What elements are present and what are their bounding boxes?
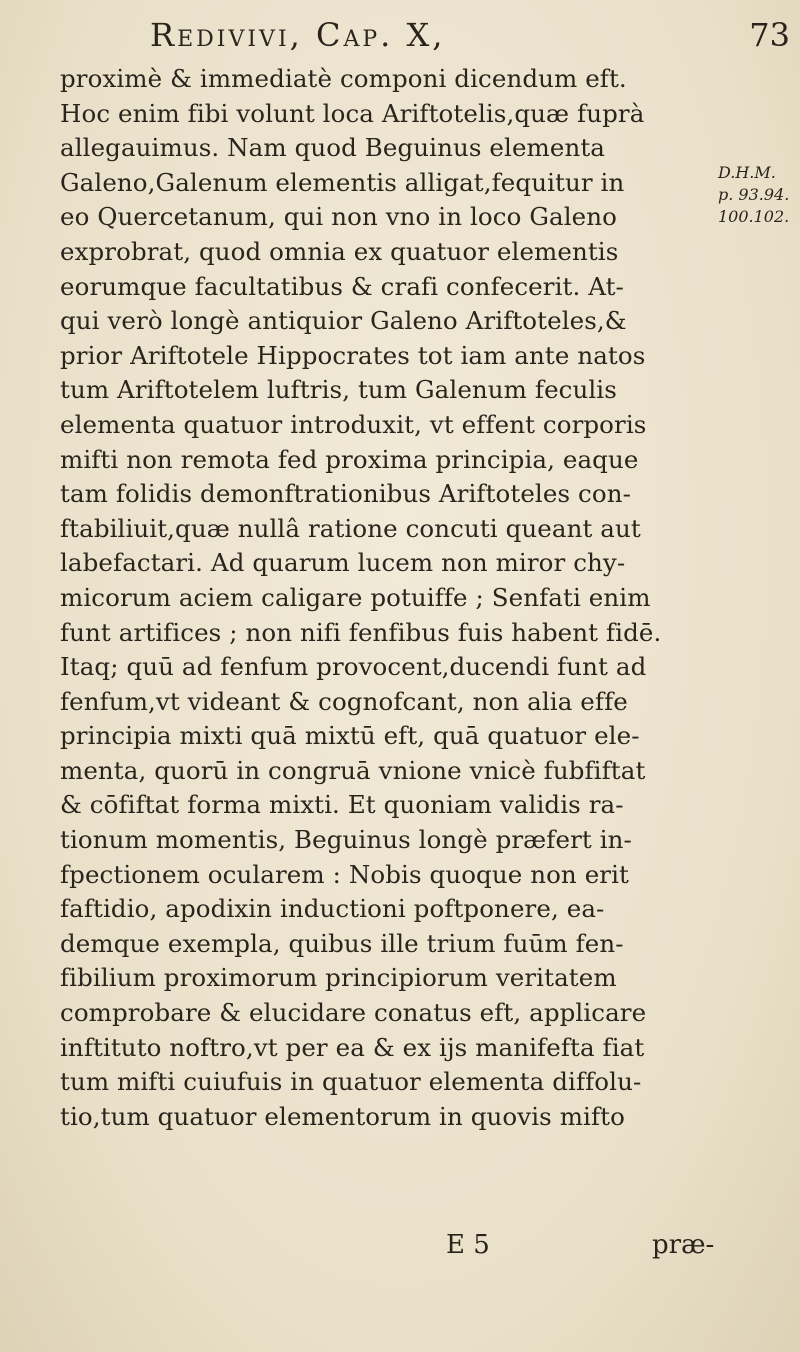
page-number: 73 [749,16,790,54]
running-head: Redivivi, Cap. X, [150,16,446,54]
text-line: Itaq; quū ad fenfum provocent,ducendi funt ad [60,652,647,682]
margin-note: 100.102. [718,207,790,226]
margin-note: p. 93.94. [718,185,790,204]
text-line: eorumque facultatibus & crafi confecerit. At- [60,271,624,301]
text-line: micorum aciem caligare potuiffe ; Senfati enim [60,582,651,612]
text-line: allegauimus. Nam quod Beguinus elementa [60,133,606,163]
text-line: ftabiliuit,quæ nullâ ratione concuti queant aut [60,513,641,543]
page-footer [0,1230,800,1270]
margin-notes [718,162,800,228]
text-line: menta, quorū in congruā vnione vnicè fubfiftat [60,755,646,785]
text-line: & cōfiftat forma mixti. Et quoniam validis ra- [60,790,624,820]
text-line: inftituto noftro,vt per ea & ex ijs manifefta fiat [60,1032,645,1062]
text-line: comprobare & elucidare conatus eft, applicare [60,998,647,1028]
text-line: qui verò longè antiquior Galeno Ariftoteles,& [60,306,627,336]
text-line: tam folidis demonftrationibus Ariftoteles con- [60,479,631,509]
text-line: proximè & immediatè componi dicendum eft. [60,64,627,93]
text-line: fpectionem ocularem : Nobis quoque non erit [60,859,629,889]
margin-note: D.H.M. [718,163,776,182]
page-header [150,12,790,62]
text-line: tum Ariftotelem luftris, tum Galenum feculis [60,375,617,405]
text-line: demque exempla, quibus ille trium fuūm fen- [60,928,624,958]
catchword: præ- [652,1230,715,1260]
text-line: mifti non remota fed proxima principia, eaque [60,444,639,474]
text-line: labefactari. Ad quarum lucem non miror chy- [60,548,626,578]
text-line: tionum momentis, Beguinus longè præfert in- [60,825,632,855]
text-line: prior Ariftotele Hippocrates tot iam ante natos [60,340,646,370]
text-line: Hoc enim fibi volunt loca Ariftotelis,quæ fuprà [60,98,645,128]
text-line: principia mixti quā mixtū eft, quā quatuor ele- [60,721,640,751]
text-line: fibilium proximorum principiorum veritatem [60,963,617,993]
text-line: faftidio, apodixin inductioni poftponere, ea- [60,894,605,924]
text-line: elementa quatuor introduxit, vt effent corporis [60,409,647,439]
text-line: exprobrat, quod omnia ex quatuor elementis [60,236,619,266]
text-line: tum mifti cuiufuis in quatuor elementa diffolu- [60,1067,642,1097]
signature-mark: E 5 [446,1230,490,1260]
text-line: funt artifices ; non nifi fenfibus fuis habent fidē. [60,617,662,647]
text-line: fenfum,vt videant & cognofcant, non alia effe [60,686,628,716]
text-line: tio,tum quatuor elementorum in quovis mifto [60,1101,625,1131]
text-line: eo Quercetanum, qui non vno in loco Galeno [60,202,617,232]
text-line: Galeno,Galenum elementis alligat,fequitur in [60,167,625,197]
body-text [60,62,720,1134]
